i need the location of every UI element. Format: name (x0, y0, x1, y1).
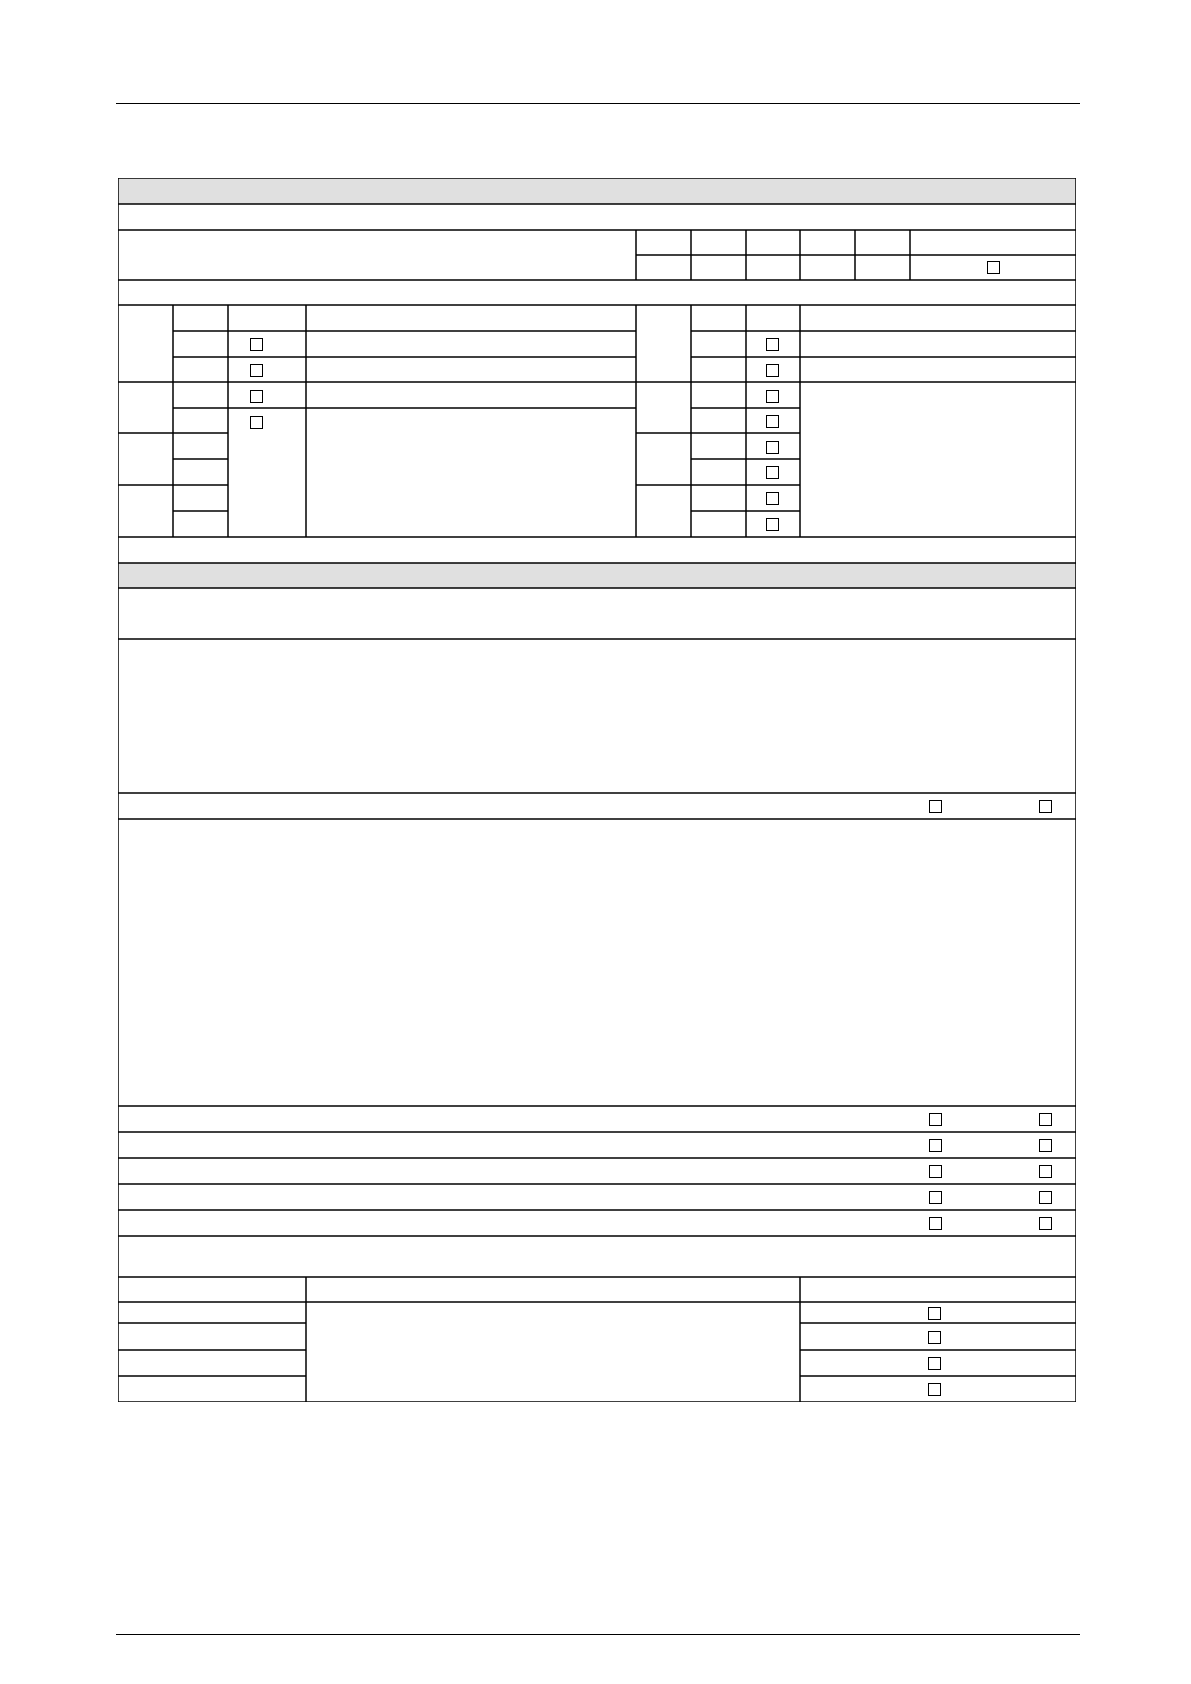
checkbox-14[interactable] (1039, 800, 1052, 813)
checkbox-6[interactable] (766, 390, 779, 403)
checkbox-28[interactable] (928, 1383, 941, 1396)
checkbox-11[interactable] (766, 518, 779, 531)
blank-form (118, 178, 1076, 1402)
checkbox-23[interactable] (929, 1217, 942, 1230)
checkbox-15[interactable] (929, 1113, 942, 1126)
checkbox-20[interactable] (1039, 1165, 1052, 1178)
checkbox-4[interactable] (766, 338, 779, 351)
checkbox-7[interactable] (766, 415, 779, 428)
checkbox-13[interactable] (929, 800, 942, 813)
checkbox-22[interactable] (1039, 1191, 1052, 1204)
checkbox-17[interactable] (929, 1139, 942, 1152)
checkbox-1[interactable] (250, 364, 263, 377)
section-header-1 (118, 178, 1076, 204)
checkbox-25[interactable] (928, 1307, 941, 1320)
checkbox-12[interactable] (987, 261, 1000, 274)
checkbox-10[interactable] (766, 492, 779, 505)
checkbox-9[interactable] (766, 466, 779, 479)
footer-rule (116, 1634, 1080, 1635)
checkbox-8[interactable] (766, 441, 779, 454)
checkbox-2[interactable] (250, 390, 263, 403)
checkbox-0[interactable] (250, 338, 263, 351)
checkbox-5[interactable] (766, 364, 779, 377)
checkbox-19[interactable] (929, 1165, 942, 1178)
checkbox-21[interactable] (929, 1191, 942, 1204)
checkbox-27[interactable] (928, 1357, 941, 1370)
section-header-2 (118, 563, 1076, 588)
checkbox-18[interactable] (1039, 1139, 1052, 1152)
checkbox-26[interactable] (928, 1331, 941, 1344)
header-rule (116, 103, 1080, 104)
checkbox-24[interactable] (1039, 1217, 1052, 1230)
checkbox-3[interactable] (250, 416, 263, 429)
checkbox-16[interactable] (1039, 1113, 1052, 1126)
